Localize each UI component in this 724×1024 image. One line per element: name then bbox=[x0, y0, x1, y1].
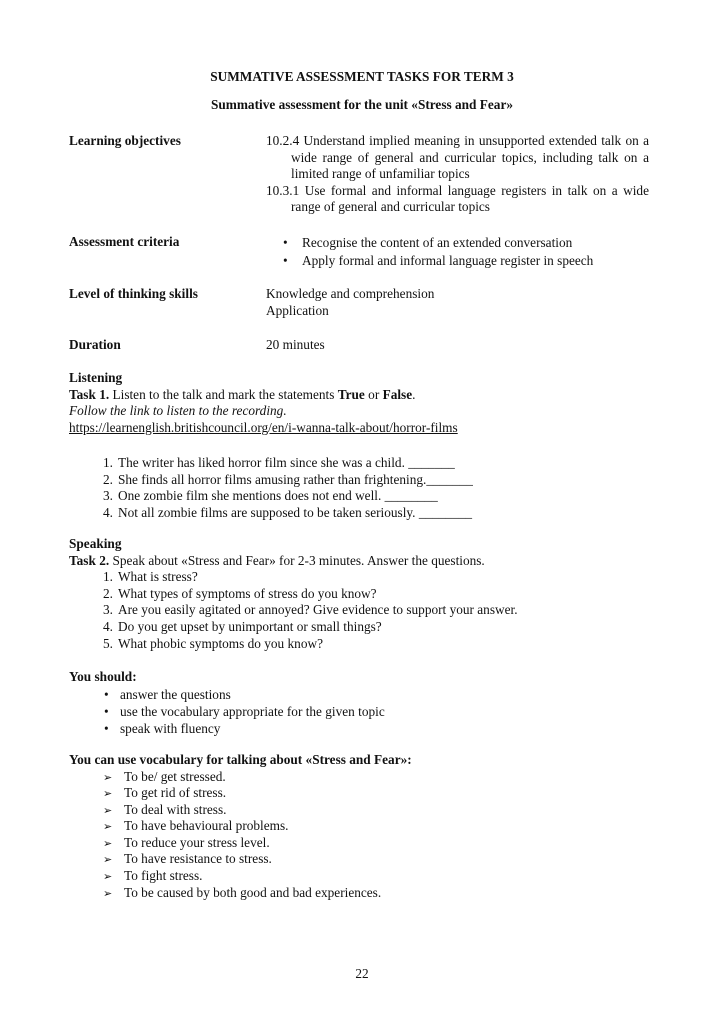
question-number: 2. bbox=[103, 585, 113, 601]
statement-text: Not all zombie films are supposed to be taken seriously. ________ bbox=[118, 505, 473, 521]
thinking-values bbox=[266, 286, 649, 319]
statement-text: One zombie film she mentions does not end well. ________ bbox=[118, 488, 438, 504]
should-section bbox=[69, 669, 669, 737]
duration-label: Duration bbox=[69, 337, 121, 352]
question-text: Do you get upset by unimportant or small things? bbox=[118, 619, 382, 635]
objectives-text bbox=[266, 133, 649, 216]
listening-heading: Listening bbox=[69, 370, 123, 385]
listening-section bbox=[69, 370, 669, 436]
or-word: or bbox=[364, 386, 383, 402]
vocab-item bbox=[69, 802, 669, 819]
question-item bbox=[69, 636, 669, 653]
arrow-bullet-icon: ➢ bbox=[103, 853, 113, 867]
page-title: SUMMATIVE ASSESSMENT TASKS FOR TERM 3 bbox=[210, 69, 514, 84]
criteria-item: • Recognise the content of an extended conversation bbox=[266, 234, 649, 252]
should-item: • answer the questions bbox=[69, 686, 669, 703]
statement-item bbox=[69, 455, 669, 472]
arrow-bullet-icon: ➢ bbox=[103, 770, 113, 784]
vocab-item bbox=[69, 769, 669, 786]
statement-number: 4. bbox=[103, 505, 113, 521]
vocab-text: To be caused by both good and bad experiences. bbox=[124, 884, 382, 900]
should-item: • speak with fluency bbox=[69, 720, 669, 737]
vocab-text: To deal with stress. bbox=[124, 801, 227, 817]
objective-item: 10.2.4 Understand implied meaning in unsupported extended talk on a wide range of general and curricular topics, including talk on a limited range of unfamiliar topics bbox=[266, 133, 649, 181]
statement-number: 3. bbox=[103, 488, 113, 504]
statements-list bbox=[69, 455, 669, 522]
follow-link-note: Follow the link to listen to the recording. bbox=[69, 403, 287, 418]
thinking-label: Level of thinking skills bbox=[69, 286, 198, 301]
objective-item: 10.3.1 Use formal and informal language registers in talk on a wide range of general and curricular topics bbox=[266, 182, 649, 214]
criteria-label: Assessment criteria bbox=[69, 234, 180, 249]
vocab-item bbox=[69, 851, 669, 868]
vocab-text: To be/ get stressed. bbox=[124, 768, 226, 784]
statement-text: The writer has liked horror film since she was a child. _______ bbox=[118, 455, 455, 470]
question-text: What is stress? bbox=[118, 569, 198, 584]
should-item: • use the vocabulary appropriate for the given topic bbox=[69, 703, 669, 720]
task1-instruction bbox=[69, 387, 669, 404]
statement-item bbox=[69, 488, 669, 505]
statement-text: She finds all horror films amusing rather than frightening._______ bbox=[118, 471, 473, 487]
arrow-bullet-icon: ➢ bbox=[103, 803, 113, 817]
vocab-text: To reduce your stress level. bbox=[124, 834, 270, 850]
speaking-section bbox=[69, 536, 669, 653]
vocab-text: To fight stress. bbox=[124, 868, 203, 884]
task2-text: Speak about «Stress and Fear» for 2-3 minutes. Answer the questions. bbox=[109, 552, 485, 568]
question-number: 4. bbox=[103, 619, 113, 635]
question-number: 3. bbox=[103, 602, 113, 618]
should-heading: You should: bbox=[69, 669, 137, 684]
question-number: 1. bbox=[103, 569, 113, 584]
task1-text: Listen to the talk and mark the statements bbox=[109, 386, 338, 402]
vocab-text: To have behavioural problems. bbox=[124, 818, 289, 834]
recording-link[interactable]: https://learnenglish.britishcouncil.org/en/i-wanna-talk-about/horror-films bbox=[69, 419, 458, 435]
vocab-text: To get rid of stress. bbox=[124, 785, 227, 801]
task2-instruction bbox=[69, 553, 669, 570]
vocab-heading: You can use vocabulary for talking about «Stress and Fear»: bbox=[69, 752, 412, 767]
question-item bbox=[69, 619, 669, 636]
false-word: False bbox=[382, 386, 413, 402]
thinking-item: Application bbox=[266, 302, 329, 318]
question-item bbox=[69, 569, 669, 586]
statement-number: 2. bbox=[103, 471, 113, 487]
vocab-section bbox=[69, 752, 669, 901]
arrow-bullet-icon: ➢ bbox=[103, 787, 113, 801]
arrow-bullet-icon: ➢ bbox=[103, 870, 113, 884]
criteria-item: • Apply formal and informal language register in speech bbox=[266, 252, 649, 270]
vocab-item bbox=[69, 868, 669, 885]
question-text: Are you easily agitated or annoyed? Give evidence to support your answer. bbox=[118, 602, 518, 618]
question-item bbox=[69, 586, 669, 603]
objectives-label: Learning objectives bbox=[69, 133, 181, 148]
task2-label: Task 2. bbox=[69, 552, 110, 568]
arrow-bullet-icon: ➢ bbox=[103, 836, 113, 850]
arrow-bullet-icon: ➢ bbox=[103, 886, 113, 900]
statement-number: 1. bbox=[103, 455, 113, 470]
vocab-item bbox=[69, 885, 669, 902]
criteria-list bbox=[266, 234, 649, 269]
task1-label: Task 1. bbox=[69, 386, 110, 402]
vocab-item bbox=[69, 785, 669, 802]
page-number: 22 bbox=[355, 966, 369, 981]
speaking-heading: Speaking bbox=[69, 536, 122, 551]
period: . bbox=[412, 386, 416, 402]
vocab-item bbox=[69, 818, 669, 835]
statement-item bbox=[69, 472, 669, 489]
question-text: What types of symptoms of stress do you know? bbox=[118, 585, 377, 601]
statement-item bbox=[69, 505, 669, 522]
question-item bbox=[69, 602, 669, 619]
page-subtitle: Summative assessment for the unit «Stress and Fear» bbox=[210, 97, 513, 112]
vocab-item bbox=[69, 835, 669, 852]
question-text: What phobic symptoms do you know? bbox=[118, 635, 323, 651]
duration-value: 20 minutes bbox=[266, 337, 325, 352]
arrow-bullet-icon: ➢ bbox=[103, 820, 113, 834]
question-number: 5. bbox=[103, 635, 113, 651]
thinking-item: Knowledge and comprehension bbox=[266, 286, 435, 301]
vocab-text: To have resistance to stress. bbox=[124, 851, 272, 867]
true-word: True bbox=[337, 386, 365, 402]
